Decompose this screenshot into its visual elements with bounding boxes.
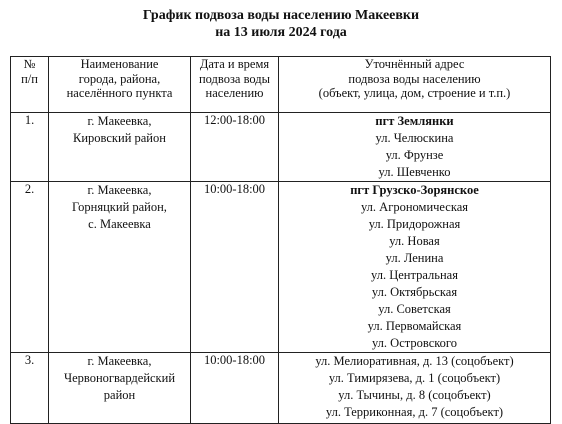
row-locality	[49, 113, 191, 182]
row-locality	[49, 353, 191, 424]
street-item: ул. Мелиоративная, д. 13 (соцобъект)	[315, 354, 514, 368]
header-datetime	[191, 57, 279, 113]
document-title-line2: на 13 июля 2024 года	[215, 25, 347, 40]
header-address-line: подвоза воды населению	[348, 71, 481, 86]
header-address-line: Уточнённый адрес	[364, 57, 465, 71]
row-address	[279, 113, 551, 182]
document-title-line1: График подвоза воды населению Макеевки	[142, 8, 420, 23]
row-number: 1.	[11, 113, 49, 182]
header-address	[279, 57, 551, 113]
table-row	[11, 353, 551, 424]
street-item: ул. Тимирязева, д. 1 (соцобъект)	[328, 371, 501, 385]
header-address-line: (объект, улица, дом, строение и т.п.)	[318, 86, 511, 100]
street-item: ул. Шевченко	[378, 165, 451, 179]
street-item: ул. Агрономическая	[360, 200, 469, 214]
header-locality	[49, 57, 191, 113]
locality-line: Горняцкий район,	[72, 200, 167, 214]
header-locality-line: населённого пункта	[66, 86, 173, 100]
header-number	[11, 57, 49, 113]
table-row	[11, 113, 551, 182]
row-time: 10:00-18:00	[191, 353, 279, 424]
locality-line: с. Макеевка	[88, 217, 151, 231]
table-header-row	[11, 57, 551, 113]
header-datetime-line: Дата и время	[199, 57, 270, 71]
row-time: 12:00-18:00	[191, 113, 279, 182]
row-time: 10:00-18:00	[191, 182, 279, 353]
row-address	[279, 353, 551, 424]
header-number-line: п/п	[21, 71, 38, 86]
header-datetime-line: подвоза воды	[198, 71, 271, 86]
header-locality-line: города, района,	[78, 71, 161, 86]
street-item: ул. Фрунзе	[385, 148, 444, 162]
street-item: ул. Новая	[389, 234, 440, 248]
locality-line: Кировский район	[73, 131, 166, 145]
street-item: ул. Советская	[378, 302, 451, 316]
header-number-line: №	[23, 57, 36, 71]
table-row	[11, 182, 551, 353]
row-number: 2.	[11, 182, 49, 353]
street-item: ул. Ленина	[385, 251, 444, 265]
street-item: ул. Октябрьская	[371, 285, 458, 299]
locality-line: г. Макеевка,	[87, 183, 152, 197]
street-item: ул. Центральная	[371, 268, 458, 282]
header-locality-line: Наименование	[80, 57, 159, 71]
street-item: ул. Тычины, д. 8 (соцобъект)	[338, 388, 491, 402]
row-number: 3.	[11, 353, 49, 424]
settlement-name: пгт Землянки	[375, 114, 454, 128]
street-item: ул. Придорожная	[368, 217, 461, 231]
row-address	[279, 182, 551, 353]
street-item: ул. Островского	[371, 336, 457, 350]
street-item: ул. Первомайская	[367, 319, 462, 333]
locality-line: район	[103, 388, 136, 402]
street-item: ул. Терриконная, д. 7 (соцобъект)	[325, 405, 504, 419]
locality-line: Червоногвардейский	[63, 371, 176, 385]
header-datetime-line: населению	[205, 86, 264, 100]
street-item: ул. Челюскина	[375, 131, 454, 145]
row-locality	[49, 182, 191, 353]
settlement-name: пгт Грузско-Зорянское	[350, 183, 479, 197]
locality-line: г. Макеевка,	[87, 354, 152, 368]
schedule-table	[10, 56, 551, 424]
locality-line: г. Макеевка,	[87, 114, 152, 128]
